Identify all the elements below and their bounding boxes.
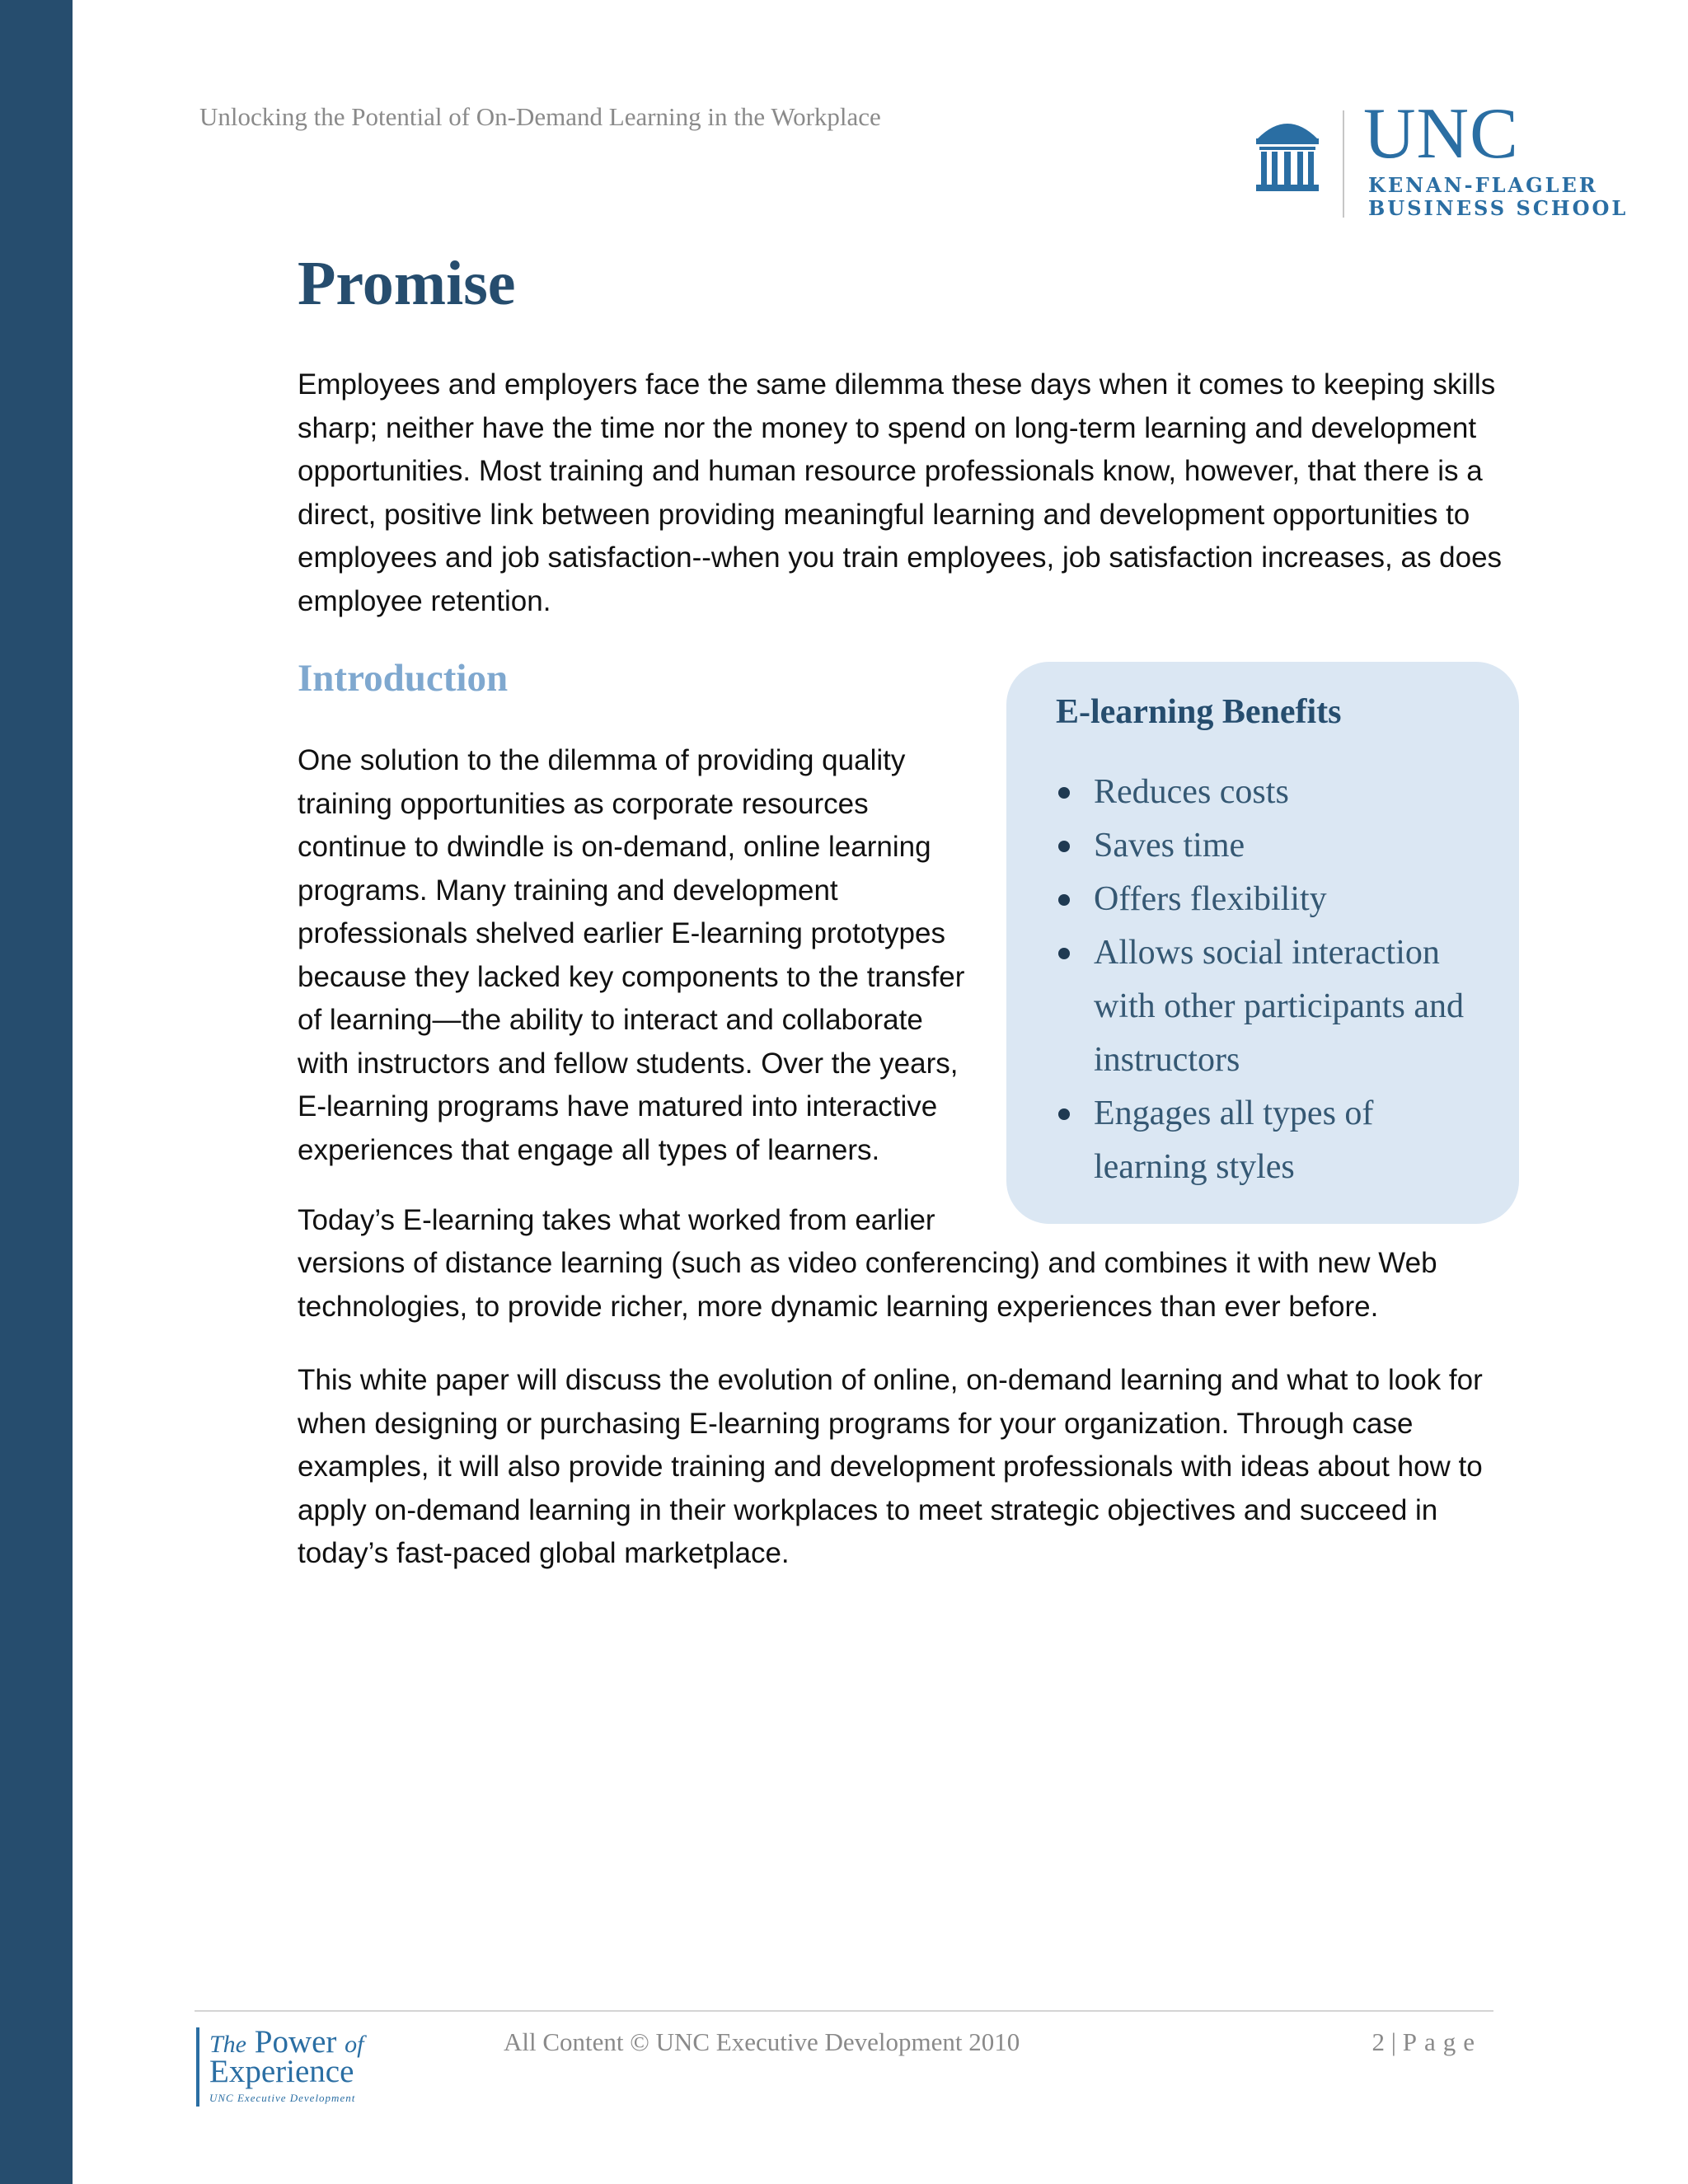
logo-divider [1343,110,1344,218]
promise-paragraph: Employees and employers face the same dilemma these days when it comes to keeping skills sharp; neither have the time nor the money to spend on long-term learning and development opportunities. Most training and human resource professionals know, however, that there is a direct, positive link between providing meaningful learning and development opportunities to employees and job satisfaction--when you train employees, job satisfaction increases, as does employee retention. [298,368,1503,617]
bullet-icon [1058,841,1070,852]
footer-logo-line1: The Power of [209,2024,364,2060]
left-color-band [0,0,73,2184]
todays-e-learning-paragraph-line1: Today’s E-learning takes what worked from earlier [298,1204,935,1236]
footer-logo-bar [196,2027,199,2107]
footer-logo-tagline: UNC Executive Development [209,2092,356,2104]
benefit-item: Engages all types of learning styles [1056,1087,1481,1194]
benefit-item: Allows social interaction with other participants and instructors [1056,926,1481,1087]
bullet-icon [1058,787,1070,799]
benefits-list [1056,766,1481,1194]
power-of-experience-logo [196,2024,394,2110]
bullet-icon [1058,1108,1070,1120]
bullet-icon [1058,894,1070,906]
copyright-notice: All Content © UNC Executive Development 2010 [504,2027,1020,2056]
logo-unc-wordmark: UNC [1363,94,1519,174]
logo-line-kenan-flagler: KENAN-FLAGLER [1368,173,1598,197]
page-number: 2 | Page [1372,2027,1482,2056]
callout-title: E-learning Benefits [1056,693,1342,731]
benefit-item: Saves time [1056,819,1481,873]
todays-e-learning-paragraph: versions of distance learning (such as video conferencing) and combines it with new Web technologies, to provide richer, more dynamic learning experiences than ever before. [298,1247,1437,1323]
introduction-paragraph: One solution to the dilemma of providing quality training opportunities as corporate resources continue to dwindle is on-demand, online learning programs. Many training and development professionals shelved earlier E-learning prototypes because they lacked key components to the transfer of learning—the ability to interact and collaborate with instructors and fellow students. Over the years, E-learning programs have matured into interactive experiences that engage all types of learners. [298,744,965,1166]
white-paper-overview-paragraph: This white paper will discuss the evolution of online, on-demand learning and what to look for when designing or purchasing E-learning programs for your organization. Through case examples, it will also provide training and development professionals with ideas about how to apply on-demand learning in their workplaces to meet strategic objectives and succeed in today’s fast-paced global marketplace. [298,1364,1483,1569]
footer-divider [195,2010,1493,2012]
benefit-item: Offers flexibility [1056,873,1481,926]
introduction-heading: Introduction [298,657,509,700]
bullet-icon [1058,948,1070,959]
logo-line-business-school: BUSINESS SCHOOL [1368,196,1629,220]
old-well-icon [1253,114,1322,196]
unc-kenan-flagler-logo [1253,94,1629,221]
running-header: Unlocking the Potential of On-Demand Learning in the Workplace [199,102,881,131]
page-title: Promise [298,249,516,318]
benefit-item: Reduces costs [1056,766,1481,819]
footer-logo-line2: Experience [209,2054,354,2089]
e-learning-benefits-callout [1006,662,1519,1224]
